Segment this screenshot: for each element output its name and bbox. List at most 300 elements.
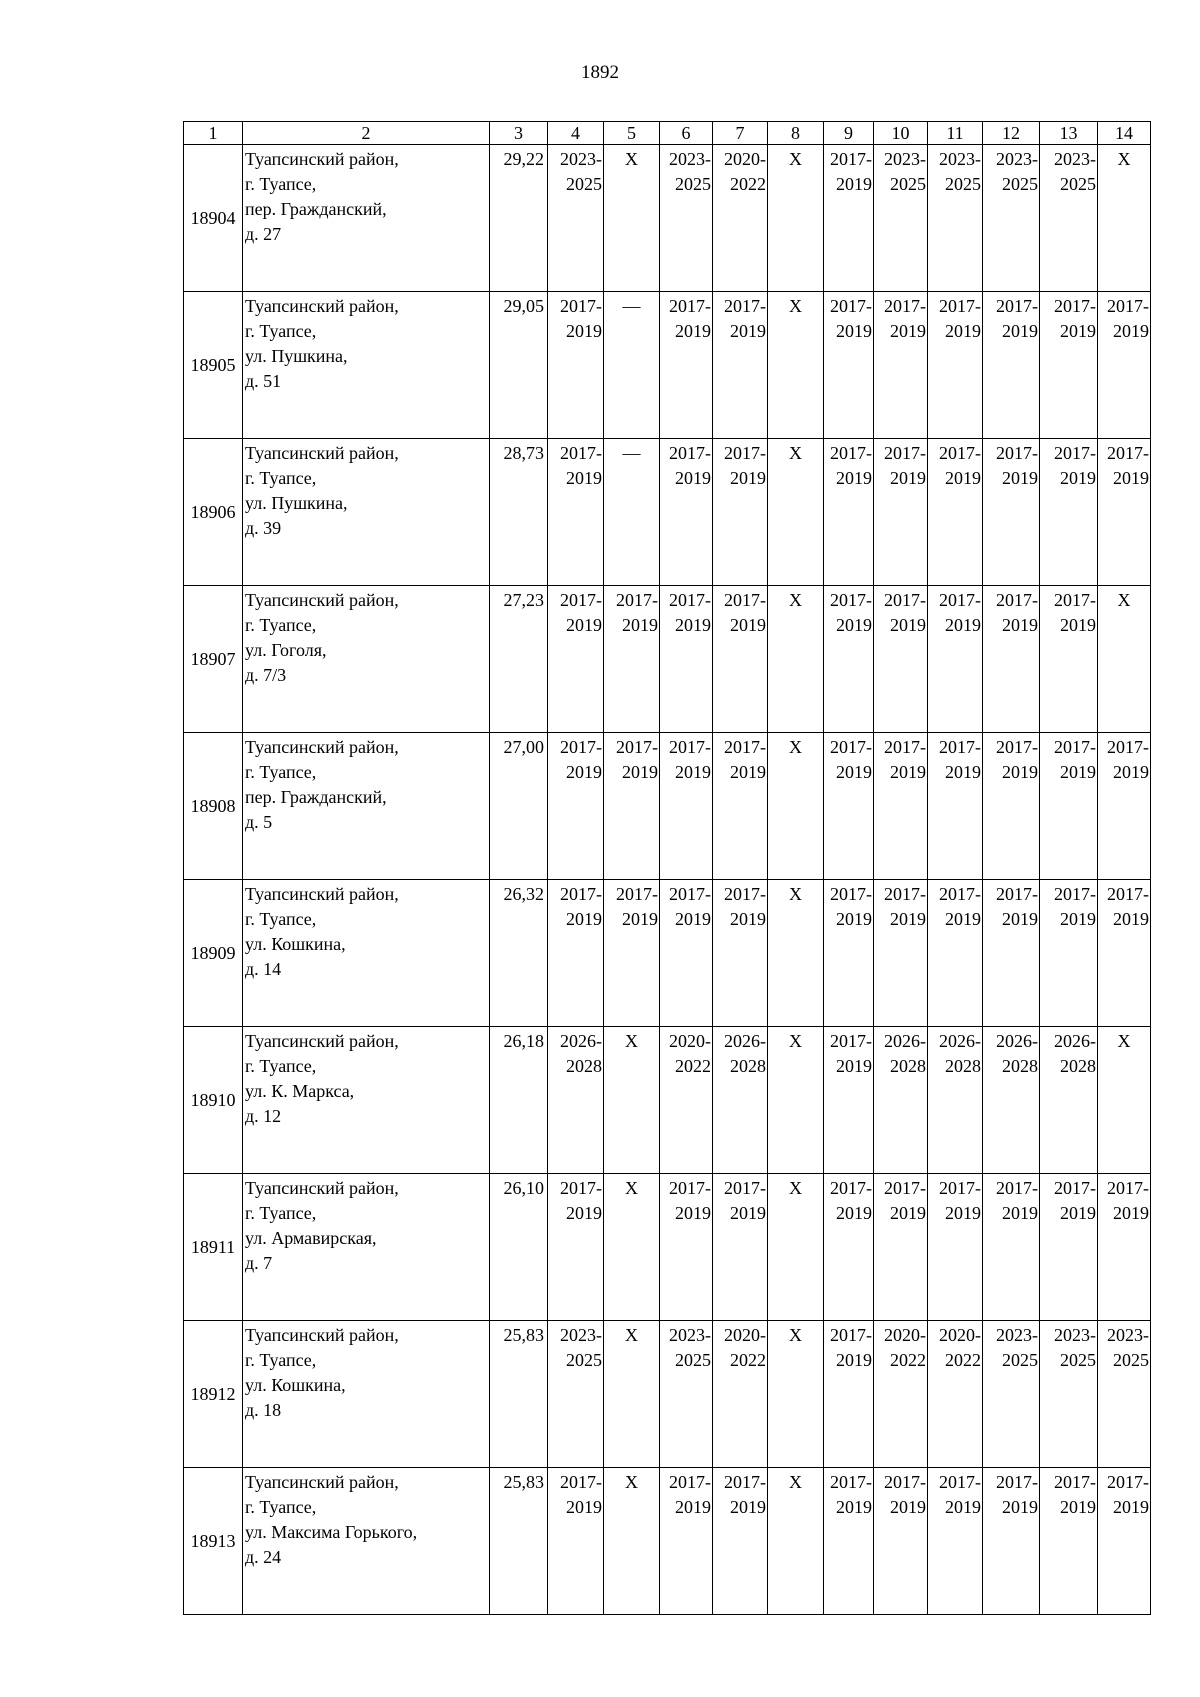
period-line: 2019	[945, 1203, 981, 1223]
period-cell	[1040, 1027, 1098, 1174]
address-line: ул. Армавирская,	[245, 1228, 377, 1248]
period-cell	[713, 586, 768, 733]
period-line: 2023-	[560, 1325, 602, 1345]
period-line: 2019	[675, 909, 711, 929]
period-line: 2019	[836, 321, 872, 341]
period-line: 2028	[566, 1056, 602, 1076]
area-cell: 25,83	[490, 1321, 548, 1468]
period-line: 2017-	[669, 590, 711, 610]
address-cell	[243, 1027, 490, 1174]
period-line: 2023-	[884, 149, 926, 169]
period-line: 2017-	[996, 884, 1038, 904]
period-line: 2019	[945, 615, 981, 635]
address-cell	[243, 145, 490, 292]
period-cell	[1040, 733, 1098, 880]
period-line: 2017-	[1054, 296, 1096, 316]
period-cell	[548, 733, 604, 880]
period-cell	[874, 1174, 928, 1321]
address-cell	[243, 1468, 490, 1615]
period-line: 2019	[945, 762, 981, 782]
period-cell	[604, 880, 660, 1027]
period-cell	[660, 733, 713, 880]
address-line: пер. Гражданский,	[245, 787, 387, 807]
row-number-cell: 18913	[184, 1468, 243, 1615]
not-applicable-cell: X	[768, 145, 824, 292]
period-line: 2019	[1113, 1203, 1149, 1223]
period-cell	[1040, 1174, 1098, 1321]
column-number-cell: 13	[1040, 122, 1098, 145]
row-number-cell: 18909	[184, 880, 243, 1027]
period-line: 2019	[675, 762, 711, 782]
period-cell	[1098, 439, 1151, 586]
period-line: 2019	[1060, 762, 1096, 782]
period-line: 2028	[945, 1056, 981, 1076]
period-cell	[824, 586, 874, 733]
period-cell	[874, 145, 928, 292]
area-cell: 26,10	[490, 1174, 548, 1321]
period-line: 2019	[1002, 321, 1038, 341]
column-number-cell: 8	[768, 122, 824, 145]
period-line: 2019	[1002, 909, 1038, 929]
period-line: 2019	[566, 909, 602, 929]
page-number: 1892	[581, 62, 619, 83]
period-line: 2017-	[939, 884, 981, 904]
address-cell	[243, 292, 490, 439]
period-cell	[660, 1468, 713, 1615]
period-cell	[713, 1174, 768, 1321]
address-line: Туапсинский район,	[245, 1325, 399, 1345]
period-line: 2019	[675, 321, 711, 341]
period-line: 2025	[1002, 174, 1038, 194]
period-line: 2019	[675, 1497, 711, 1517]
period-cell	[983, 145, 1040, 292]
period-line: 2023-	[939, 149, 981, 169]
period-line: 2019	[836, 1350, 872, 1370]
period-line: 2019	[566, 321, 602, 341]
period-line: 2026-	[1054, 1031, 1096, 1051]
area-cell: 29,22	[490, 145, 548, 292]
period-line: 2019	[730, 1497, 766, 1517]
period-line: 2019	[1060, 909, 1096, 929]
period-line: 2017-	[616, 884, 658, 904]
column-number-row	[184, 122, 1151, 145]
period-cell	[983, 1027, 1040, 1174]
period-line: 2019	[566, 1497, 602, 1517]
period-line: 2017-	[830, 1325, 872, 1345]
period-line: 2023-	[996, 149, 1038, 169]
period-line: 2019	[730, 321, 766, 341]
period-line: 2017-	[830, 590, 872, 610]
period-line: 2022	[945, 1350, 981, 1370]
row-number-cell: 18905	[184, 292, 243, 439]
period-line: 2025	[945, 174, 981, 194]
period-cell	[874, 292, 928, 439]
column-number-cell: 6	[660, 122, 713, 145]
address-line: г. Туапсе,	[245, 1056, 317, 1076]
period-line: 2019	[675, 615, 711, 635]
period-line: 2023-	[669, 149, 711, 169]
period-line: 2019	[730, 615, 766, 635]
area-cell: 26,32	[490, 880, 548, 1027]
period-cell	[713, 1468, 768, 1615]
period-line: 2017-	[939, 296, 981, 316]
address-line: Туапсинский район,	[245, 149, 399, 169]
address-line: д. 5	[245, 812, 273, 832]
address-line: Туапсинский район,	[245, 884, 399, 904]
table-row	[184, 586, 1151, 733]
period-cell	[824, 1468, 874, 1615]
address-line: г. Туапсе,	[245, 468, 317, 488]
address-line: ул. Пушкина,	[245, 346, 348, 366]
not-applicable-cell: X	[768, 1174, 824, 1321]
period-cell	[983, 586, 1040, 733]
period-cell	[928, 1468, 983, 1615]
period-line: 2019	[836, 468, 872, 488]
period-line: 2019	[890, 468, 926, 488]
period-cell	[1040, 439, 1098, 586]
address-line: г. Туапсе,	[245, 1497, 317, 1517]
address-cell	[243, 439, 490, 586]
period-cell	[928, 292, 983, 439]
address-line: Туапсинский район,	[245, 1178, 399, 1198]
period-line: 2019	[675, 468, 711, 488]
address-line: д. 51	[245, 371, 282, 391]
period-line: 2025	[566, 1350, 602, 1370]
column-number-cell: 7	[713, 122, 768, 145]
period-line: 2019	[890, 762, 926, 782]
period-cell	[660, 586, 713, 733]
period-line: 2019	[890, 1203, 926, 1223]
period-line: 2017-	[884, 737, 926, 757]
period-cell	[1098, 1174, 1151, 1321]
period-line: 2017-	[560, 884, 602, 904]
not-applicable-cell: X	[604, 1174, 660, 1321]
address-line: ул. Гоголя,	[245, 640, 327, 660]
period-line: 2017-	[939, 443, 981, 463]
period-line: 2019	[1113, 762, 1149, 782]
period-line: 2019	[566, 762, 602, 782]
period-line: 2019	[836, 174, 872, 194]
period-line: 2017-	[724, 1178, 766, 1198]
period-line: 2017-	[830, 296, 872, 316]
not-applicable-cell: X	[768, 880, 824, 1027]
period-line: 2017-	[724, 1472, 766, 1492]
period-cell	[548, 439, 604, 586]
period-line: 2017-	[830, 1178, 872, 1198]
address-line: пер. Гражданский,	[245, 199, 387, 219]
period-cell	[874, 439, 928, 586]
period-cell	[1098, 733, 1151, 880]
period-line: 2017-	[1054, 443, 1096, 463]
period-line: 2026-	[884, 1031, 926, 1051]
period-line: 2026-	[939, 1031, 981, 1051]
period-line: 2017-	[669, 443, 711, 463]
period-line: 2019	[622, 762, 658, 782]
period-line: 2017-	[560, 737, 602, 757]
period-line: 2019	[1113, 468, 1149, 488]
period-cell	[548, 1174, 604, 1321]
period-line: 2017-	[939, 737, 981, 757]
period-cell	[928, 1027, 983, 1174]
period-cell	[713, 1027, 768, 1174]
not-applicable-cell: X	[1098, 586, 1151, 733]
period-line: 2019	[1113, 321, 1149, 341]
period-line: 2017-	[1107, 1178, 1149, 1198]
not-applicable-cell: X	[768, 292, 824, 439]
period-line: 2028	[1002, 1056, 1038, 1076]
address-line: г. Туапсе,	[245, 174, 317, 194]
row-number-cell: 18912	[184, 1321, 243, 1468]
period-line: 2017-	[560, 443, 602, 463]
period-cell	[713, 145, 768, 292]
period-line: 2017-	[830, 1472, 872, 1492]
period-line: 2023-	[560, 149, 602, 169]
row-number-cell: 18906	[184, 439, 243, 586]
period-cell	[874, 1321, 928, 1468]
period-line: 2017-	[996, 590, 1038, 610]
period-line: 2019	[1060, 1203, 1096, 1223]
address-line: Туапсинский район,	[245, 1472, 399, 1492]
address-line: ул. Кошкина,	[245, 1375, 346, 1395]
period-line: 2019	[890, 615, 926, 635]
period-line: 2023-	[669, 1325, 711, 1345]
address-line: г. Туапсе,	[245, 1203, 317, 1223]
period-cell	[824, 880, 874, 1027]
period-cell	[928, 439, 983, 586]
address-line: д. 7/3	[245, 665, 287, 685]
period-line: 2019	[1002, 615, 1038, 635]
period-cell	[1040, 145, 1098, 292]
period-cell	[1040, 1321, 1098, 1468]
period-cell	[1040, 1468, 1098, 1615]
period-line: 2017-	[724, 884, 766, 904]
row-number-cell: 18907	[184, 586, 243, 733]
period-line: 2019	[1002, 1203, 1038, 1223]
period-line: 2017-	[724, 590, 766, 610]
period-line: 2019	[566, 468, 602, 488]
period-line: 2017-	[616, 590, 658, 610]
not-applicable-cell: X	[768, 1321, 824, 1468]
period-line: 2017-	[1054, 1178, 1096, 1198]
not-applicable-cell: —	[604, 439, 660, 586]
period-line: 2019	[890, 909, 926, 929]
address-line: г. Туапсе,	[245, 615, 317, 635]
period-cell	[874, 1027, 928, 1174]
period-cell	[824, 292, 874, 439]
period-line: 2019	[945, 321, 981, 341]
period-line: 2017-	[996, 1178, 1038, 1198]
period-cell	[928, 1321, 983, 1468]
period-cell	[983, 292, 1040, 439]
period-line: 2019	[566, 1203, 602, 1223]
period-line: 2022	[730, 1350, 766, 1370]
period-line: 2019	[1113, 909, 1149, 929]
period-line: 2017-	[1107, 1472, 1149, 1492]
period-line: 2019	[1060, 615, 1096, 635]
address-line: д. 24	[245, 1547, 282, 1567]
period-cell	[824, 1027, 874, 1174]
address-line: г. Туапсе,	[245, 762, 317, 782]
period-line: 2017-	[830, 737, 872, 757]
period-line: 2017-	[616, 737, 658, 757]
period-line: 2025	[1113, 1350, 1149, 1370]
period-line: 2017-	[669, 1178, 711, 1198]
period-line: 2025	[1002, 1350, 1038, 1370]
row-number-cell: 18911	[184, 1174, 243, 1321]
period-line: 2017-	[996, 296, 1038, 316]
period-line: 2017-	[724, 443, 766, 463]
period-cell	[660, 1174, 713, 1321]
period-line: 2019	[1060, 321, 1096, 341]
period-cell	[548, 145, 604, 292]
address-line: ул. Максима Горького,	[245, 1522, 418, 1542]
address-line: д. 39	[245, 518, 282, 538]
table-row	[184, 733, 1151, 880]
period-line: 2019	[945, 909, 981, 929]
period-cell	[824, 1174, 874, 1321]
period-line: 2017-	[1054, 1472, 1096, 1492]
period-line: 2019	[836, 1497, 872, 1517]
period-cell	[548, 586, 604, 733]
table-body	[184, 122, 1151, 1615]
period-cell	[660, 292, 713, 439]
not-applicable-cell: X	[768, 733, 824, 880]
period-cell	[660, 1321, 713, 1468]
address-line: д. 7	[245, 1253, 273, 1273]
period-cell	[983, 733, 1040, 880]
area-cell: 29,05	[490, 292, 548, 439]
period-cell	[983, 1174, 1040, 1321]
period-cell	[824, 1321, 874, 1468]
period-line: 2019	[1060, 1497, 1096, 1517]
area-cell: 26,18	[490, 1027, 548, 1174]
table-row	[184, 1027, 1151, 1174]
area-cell: 27,23	[490, 586, 548, 733]
period-line: 2019	[675, 1203, 711, 1223]
period-cell	[604, 733, 660, 880]
period-cell	[713, 292, 768, 439]
period-line: 2023-	[1107, 1325, 1149, 1345]
not-applicable-cell: X	[604, 1468, 660, 1615]
period-cell	[983, 1468, 1040, 1615]
period-line: 2019	[945, 1497, 981, 1517]
address-line: ул. Пушкина,	[245, 493, 348, 513]
period-line: 2025	[675, 1350, 711, 1370]
period-cell	[928, 145, 983, 292]
period-cell	[1098, 1321, 1151, 1468]
period-line: 2019	[945, 468, 981, 488]
period-line: 2017-	[884, 1178, 926, 1198]
period-cell	[660, 1027, 713, 1174]
period-line: 2019	[836, 1056, 872, 1076]
address-cell	[243, 1321, 490, 1468]
period-line: 2019	[566, 615, 602, 635]
period-line: 2017-	[884, 1472, 926, 1492]
address-line: Туапсинский район,	[245, 443, 399, 463]
address-line: д. 12	[245, 1106, 282, 1126]
address-line: ул. К. Маркса,	[245, 1081, 355, 1101]
period-line: 2022	[730, 174, 766, 194]
period-cell	[824, 733, 874, 880]
address-line: ул. Кошкина,	[245, 934, 346, 954]
period-line: 2019	[1113, 1497, 1149, 1517]
period-cell	[548, 1027, 604, 1174]
address-cell	[243, 880, 490, 1027]
period-line: 2022	[675, 1056, 711, 1076]
period-line: 2023-	[1054, 1325, 1096, 1345]
area-cell: 27,00	[490, 733, 548, 880]
address-cell	[243, 586, 490, 733]
period-line: 2019	[1002, 468, 1038, 488]
period-line: 2017-	[939, 1178, 981, 1198]
not-applicable-cell: X	[768, 439, 824, 586]
period-line: 2022	[890, 1350, 926, 1370]
table-row	[184, 1174, 1151, 1321]
period-line: 2026-	[724, 1031, 766, 1051]
address-line: Туапсинский район,	[245, 296, 399, 316]
column-number-cell: 11	[928, 122, 983, 145]
period-line: 2017-	[669, 737, 711, 757]
period-line: 2026-	[996, 1031, 1038, 1051]
period-line: 2017-	[830, 1031, 872, 1051]
period-line: 2019	[890, 321, 926, 341]
period-cell	[824, 145, 874, 292]
period-line: 2017-	[560, 590, 602, 610]
period-line: 2020-	[669, 1031, 711, 1051]
period-line: 2025	[890, 174, 926, 194]
period-line: 2019	[730, 762, 766, 782]
period-cell	[713, 1321, 768, 1468]
period-line: 2017-	[669, 296, 711, 316]
period-line: 2017-	[996, 1472, 1038, 1492]
period-line: 2019	[836, 762, 872, 782]
period-line: 2017-	[560, 1472, 602, 1492]
period-cell	[548, 292, 604, 439]
period-line: 2017-	[830, 443, 872, 463]
table-row	[184, 1468, 1151, 1615]
column-number-cell: 1	[184, 122, 243, 145]
period-cell	[983, 880, 1040, 1027]
period-cell	[928, 586, 983, 733]
period-line: 2019	[1060, 468, 1096, 488]
table-row	[184, 1321, 1151, 1468]
address-line: г. Туапсе,	[245, 909, 317, 929]
period-cell	[928, 1174, 983, 1321]
address-line: Туапсинский район,	[245, 590, 399, 610]
not-applicable-cell: X	[604, 145, 660, 292]
period-line: 2020-	[939, 1325, 981, 1345]
period-cell	[660, 880, 713, 1027]
period-line: 2017-	[724, 296, 766, 316]
not-applicable-cell: X	[768, 1027, 824, 1174]
period-cell	[604, 586, 660, 733]
address-line: Туапсинский район,	[245, 1031, 399, 1051]
row-number-cell: 18910	[184, 1027, 243, 1174]
period-line: 2019	[622, 615, 658, 635]
period-line: 2017-	[560, 296, 602, 316]
column-number-cell: 5	[604, 122, 660, 145]
period-line: 2019	[622, 909, 658, 929]
period-line: 2028	[730, 1056, 766, 1076]
not-applicable-cell: X	[768, 586, 824, 733]
period-cell	[1098, 1468, 1151, 1615]
period-line: 2025	[1060, 174, 1096, 194]
period-cell	[713, 439, 768, 586]
period-cell	[548, 1468, 604, 1615]
period-line: 2017-	[884, 443, 926, 463]
address-line: д. 18	[245, 1400, 282, 1420]
not-applicable-cell: X	[768, 1468, 824, 1615]
